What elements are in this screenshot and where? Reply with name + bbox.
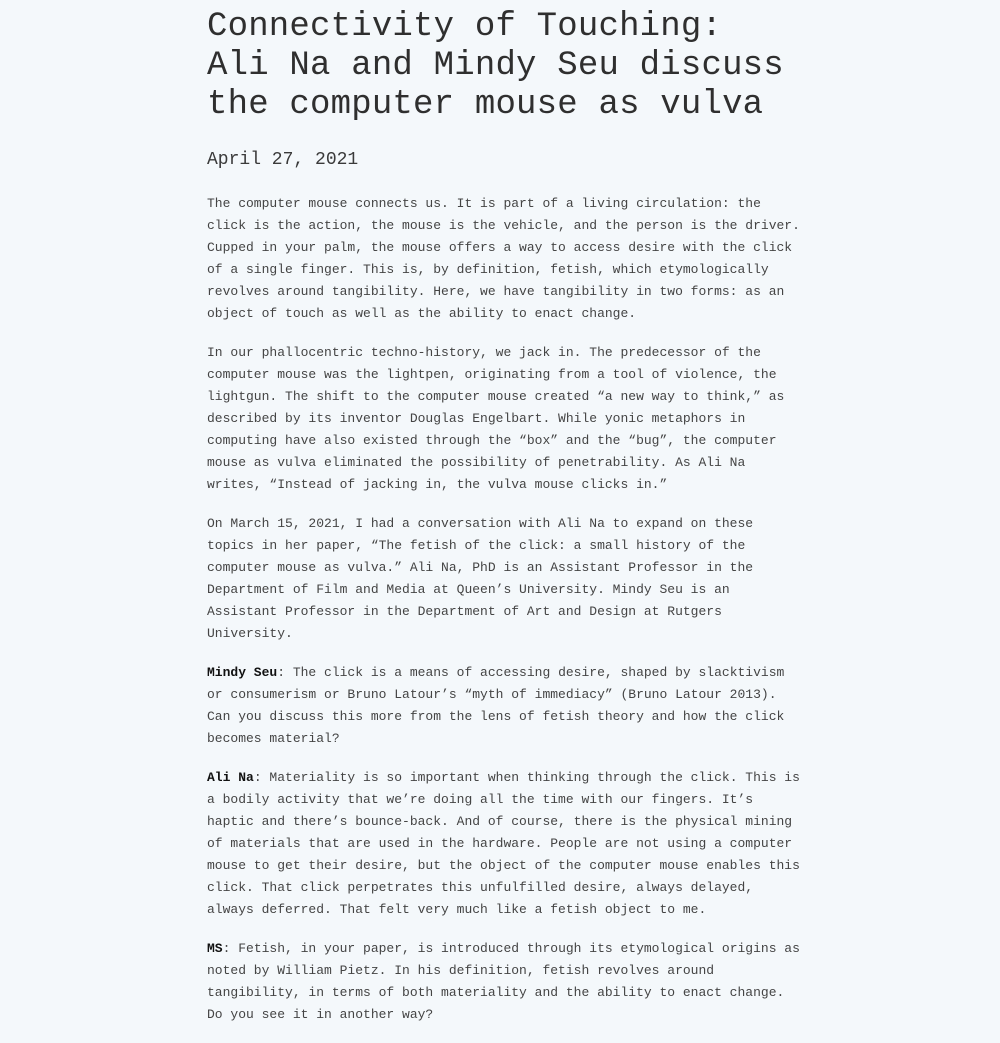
article — [207, 8, 807, 1043]
speaker-name: Ali Na — [207, 770, 254, 785]
paragraph-text: In our phallocentric techno-history, we jack in. The predecessor of the computer mouse was the lightpen, originating from a tool of violence, the lightgun. The shift to the computer mouse created “a new way to think,” as described by its inventor Douglas Engelbart. While yonic metaphors in computing have also existed through the “box” and the “bug”, the computer mouse as vulva eliminated the possibility of penetrability. As Ali Na writes, “Instead of jacking in, the vulva mouse clicks in.” — [207, 345, 785, 492]
speaker-name: Mindy Seu — [207, 665, 278, 680]
interview-question-2 — [207, 938, 807, 1026]
speaker-name: MS — [207, 941, 223, 956]
paragraph-text: The computer mouse connects us. It is part of a living circulation: the click is the action, the mouse is the vehicle, and the person is the driver. Cupped in your palm, the mouse offers a way to access desire with the click of a single finger. This is, by definition, fetish, which etymologically revolves around tangibility. Here, we have tangibility in two forms: as an object of touch as well as the ability to enact change. — [207, 196, 800, 321]
paragraph-text: On March 15, 2021, I had a conversation with Ali Na to expand on these topics in her paper, “The fetish of the click: a small history of the computer mouse as vulva.” Ali Na, PhD is an Assistant Professor in the Department of Film and Media at Queen’s University. Mindy Seu is an Assistant Professor in the Department of Art and Design at Rutgers University. — [207, 516, 754, 641]
intro-paragraph-2 — [207, 342, 807, 496]
article-body — [207, 193, 807, 1026]
paragraph-text: : Fetish, in your paper, is introduced through its etymological origins as noted by William Pietz. In his definition, fetish revolves around tangibility, in terms of both materiality and the ability to enact change. Do you see it in another way? — [207, 941, 800, 1022]
interview-answer-1 — [207, 767, 807, 921]
publish-date: April 27, 2021 — [207, 150, 359, 170]
intro-paragraph-1 — [207, 193, 807, 325]
intro-paragraph-3 — [207, 513, 807, 645]
article-title — [207, 8, 807, 125]
title-line-3: the computer mouse as vulva — [207, 86, 764, 124]
paragraph-text: : Materiality is so important when thinking through the click. This is a bodily activity that we’re doing all the time with our fingers. It’s haptic and there’s bounce-back. And of course, there is the physical mining of materials that are used in the hardware. People are not using a computer mouse to get their desire, but the object of the computer mouse enables this click. That click perpetrates this unfulfilled desire, always delayed, always deferred. That felt very much like a fetish object to me. — [207, 770, 800, 917]
paragraph-text: : The click is a means of accessing desire, shaped by slacktivism or consumerism or Bruno Latour’s “myth of immediacy” (Bruno Latour 2013). Can you discuss this more from the lens of fetish theory and how the click becomes material? — [207, 665, 785, 746]
interview-question-1 — [207, 662, 807, 750]
title-line-1: Connectivity of Touching: — [207, 8, 723, 46]
title-line-2: Ali Na and Mindy Seu discuss — [207, 47, 784, 85]
